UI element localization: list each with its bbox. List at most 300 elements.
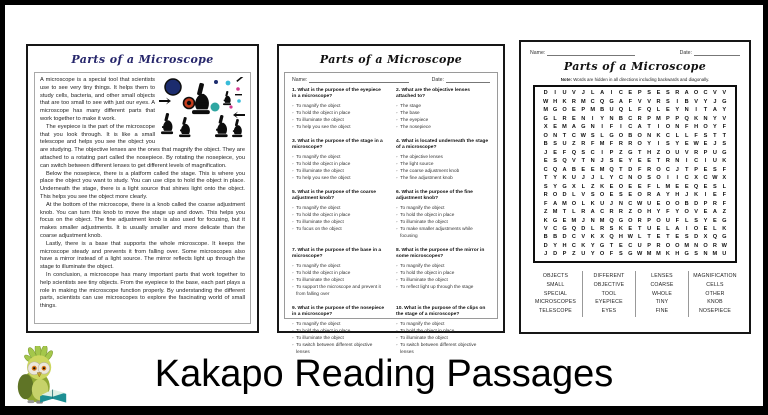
wordsearch-letter: L	[656, 183, 661, 190]
wordsearch-letter: E	[553, 124, 557, 131]
wordsearch-letter: S	[647, 175, 651, 182]
option-bullet-icon: ◦	[396, 342, 398, 348]
wordsearch-letter: X	[722, 175, 727, 182]
wordsearch-letter: Z	[572, 251, 576, 258]
wordsearch-letter: D	[562, 192, 567, 199]
option-bullet-icon: ◦	[292, 205, 294, 211]
wordsearch-letter: G	[628, 149, 633, 156]
answer-option	[396, 175, 490, 182]
answer-option	[292, 161, 386, 168]
wordsearch-letter: N	[694, 242, 699, 249]
wordsearch-row	[541, 99, 729, 105]
wordsearch-letter: Q	[609, 217, 614, 224]
wordsearch-letter: O	[637, 175, 642, 182]
wordsearch-letter: K	[665, 251, 670, 258]
wordsearch-letter: E	[619, 158, 623, 165]
wordsearch-letter: I	[601, 124, 603, 131]
wordsearch-letter: O	[684, 209, 689, 216]
option-label: The fine adjustment knob	[400, 175, 453, 181]
option-bullet-icon: ◦	[396, 277, 398, 283]
word-list-column	[582, 271, 635, 317]
wordsearch-letter: V	[713, 90, 717, 97]
wordsearch-letter: L	[675, 132, 679, 139]
option-label: To hold the object in place	[296, 110, 351, 116]
wordsearch-letter: E	[553, 149, 557, 156]
wordsearch-row	[541, 184, 729, 190]
question-item	[396, 139, 490, 182]
wordsearch-letter: E	[572, 115, 576, 122]
wordsearch-letter: N	[609, 115, 614, 122]
wordsearch-letter: C	[590, 149, 595, 156]
question-item	[396, 306, 490, 356]
wordsearch-letter: G	[562, 183, 567, 190]
answer-option	[396, 103, 490, 110]
option-bullet-icon: ◦	[292, 284, 294, 290]
wordsearch-letter: A	[571, 124, 576, 131]
word-list-item: TELESCOPE	[539, 308, 572, 315]
wordsearch-letter: M	[656, 251, 661, 258]
wordsearch-letter: Q	[571, 225, 577, 232]
word-list-item: FINE	[655, 308, 669, 315]
word-list-item: TINY	[655, 299, 669, 306]
wordsearch-letter: F	[637, 166, 642, 173]
wordsearch-letter: O	[675, 242, 680, 249]
wordsearch-row	[541, 124, 729, 130]
wordsearch-letter: V	[572, 90, 576, 97]
wordsearch-letter: A	[712, 107, 717, 114]
wordsearch-letter: U	[600, 200, 605, 207]
wordsearch-letter: Q	[552, 166, 558, 173]
wordsearch-letter: E	[656, 225, 661, 232]
word-list-item: NOSEPIECE	[698, 308, 732, 315]
wordsearch-letter: J	[581, 217, 585, 224]
wordsearch-letter: H	[675, 192, 680, 199]
wordsearch-letter: T	[543, 175, 548, 182]
question-text: 2. What are the objective lenses attached to?	[396, 88, 470, 100]
wordsearch-letter: C	[571, 242, 576, 249]
wordsearch-letter: O	[599, 251, 605, 258]
question-item	[292, 190, 386, 240]
wordsearch-letter: L	[684, 132, 689, 139]
wordsearch-letter: M	[599, 217, 605, 224]
wordsearch-letter: O	[665, 242, 671, 249]
wordsearch-letter: J	[675, 166, 679, 173]
wordsearch-row	[541, 209, 729, 215]
wordsearch-letter: S	[666, 90, 670, 97]
wordsearch-letter: Y	[675, 141, 680, 148]
option-bullet-icon: ◦	[292, 154, 294, 160]
wordsearch-letter: U	[665, 217, 670, 224]
wordsearch-letter: T	[619, 166, 623, 173]
wordsearch-letter: Z	[722, 209, 726, 216]
wordsearch-letter: N	[590, 124, 595, 131]
word-list-item: DIFFERENT	[593, 273, 625, 279]
wordsearch-letter: G	[609, 132, 614, 139]
wordsearch-letter: E	[628, 225, 633, 232]
option-label: The objective lenses	[400, 154, 443, 160]
wordsearch-row	[541, 201, 729, 207]
wordsearch-letter: A	[562, 166, 567, 173]
wordsearch-letter: G	[599, 242, 605, 249]
date-label: Date:	[431, 77, 444, 83]
option-label: The eyepiece	[400, 117, 429, 123]
name-label: Name:	[530, 50, 546, 56]
wordsearch-letter: T	[637, 225, 642, 232]
option-label: To magnify the object	[296, 103, 341, 109]
wordsearch-letter: F	[722, 166, 726, 173]
wordsearch-letter: M	[571, 217, 577, 224]
wordsearch-letter: F	[590, 141, 595, 148]
option-label: To focus on the object	[296, 226, 342, 232]
option-bullet-icon: ◦	[396, 117, 398, 123]
option-label: To magnify the object	[296, 321, 341, 327]
wordsearch-letter: G	[618, 217, 624, 224]
wordsearch-letter: M	[684, 242, 690, 249]
wordsearch-letter: K	[722, 158, 727, 165]
wordsearch-letter: K	[581, 242, 586, 249]
option-label: To magnify the object	[296, 154, 341, 160]
option-bullet-icon: ◦	[292, 175, 294, 181]
wordsearch-letter: N	[684, 107, 689, 114]
wordsearch-letter: E	[675, 234, 680, 241]
wordsearch-letter: Y	[675, 107, 680, 114]
wordsearch-letter: O	[618, 132, 624, 139]
option-label: To hold the object in place	[296, 328, 351, 334]
option-bullet-icon: ◦	[292, 342, 294, 348]
wordsearch-letter: R	[571, 98, 576, 105]
word-list-item: KNOB	[707, 299, 723, 306]
option-label: The coarse adjustment knob	[400, 168, 460, 174]
wordsearch-letter: R	[600, 225, 605, 232]
wordsearch-letter: J	[544, 251, 548, 258]
word-list-item: OTHER	[705, 290, 725, 297]
wordsearch-letter: C	[665, 166, 670, 173]
wordsearch-letter: S	[581, 149, 586, 156]
wordsearch-letter: F	[647, 183, 651, 190]
wordsearch-letter: Z	[619, 149, 623, 156]
option-bullet-icon: ◦	[292, 168, 294, 174]
wordsearch-letter: Y	[713, 115, 717, 122]
wordsearch-letter: Q	[609, 234, 614, 241]
wordsearch-letter: O	[637, 141, 642, 148]
wordsearch-row	[541, 175, 729, 181]
option-bullet-icon: ◦	[292, 270, 294, 276]
answer-option	[396, 161, 490, 168]
wordsearch-letter: U	[637, 242, 642, 249]
option-label: To magnify the object	[296, 263, 341, 269]
wordsearch-letter: M	[562, 124, 567, 131]
option-label: To illuminate the object	[400, 277, 448, 283]
wordsearch-letter: I	[704, 158, 707, 165]
wordsearch-letter: W	[627, 234, 633, 241]
wordsearch-letter: U	[712, 149, 717, 156]
wordsearch-letter: S	[703, 132, 708, 139]
answer-option	[292, 263, 386, 270]
option-bullet-icon: ◦	[292, 124, 294, 130]
option-label: To help you see the object	[296, 124, 351, 130]
wordsearch-letter: O	[656, 166, 661, 173]
option-bullet-icon: ◦	[292, 117, 294, 123]
option-label: To hold the object in place	[296, 161, 351, 167]
wordsearch-letter: P	[703, 200, 708, 207]
answer-option	[396, 270, 490, 277]
answer-option	[396, 124, 490, 131]
wordsearch-letter: E	[628, 192, 633, 199]
wordsearch-letter: F	[694, 132, 698, 139]
option-label: To reflect light up through the stage	[400, 284, 474, 290]
option-bullet-icon: ◦	[292, 277, 294, 283]
wordsearch-letter: H	[618, 234, 623, 241]
wordsearch-letter: O	[637, 209, 642, 216]
wordsearch-letter: R	[562, 115, 567, 122]
answer-option	[292, 277, 386, 284]
wordsearch-letter: N	[675, 158, 680, 165]
wordsearch-letter: G	[722, 98, 727, 105]
option-bullet-icon: ◦	[396, 226, 398, 232]
wordsearch-letter: E	[609, 192, 614, 199]
option-bullet-icon: ◦	[292, 335, 294, 341]
wordsearch-letter: E	[703, 225, 708, 232]
wordsearch-letter: W	[712, 175, 718, 182]
passage-paragraph: In conclusion, a microscope has many important parts that work together to help scientists see tiny objects. From the eyepiece to the base, each part plays a role in making the microscope function properly. By understanding the different parts, scientists can use microscopes to explore the fascinating world of small things.	[40, 271, 245, 310]
wordsearch-letter: K	[694, 192, 699, 199]
wordsearch-letter: N	[590, 158, 595, 165]
wordsearch-letter: I	[685, 158, 688, 165]
wordsearch-letter: Q	[562, 158, 567, 165]
wordsearch-letter: C	[553, 225, 558, 232]
wordsearch-letter: V	[722, 115, 727, 122]
option-label: The nosepiece	[400, 124, 431, 130]
wordsearch-letter: D	[543, 242, 548, 249]
answer-option	[292, 103, 386, 110]
passage-title: Parts of a Microscope	[71, 53, 214, 66]
wordsearch-letter: L	[656, 107, 661, 114]
wordsearch-letter: Y	[600, 115, 604, 122]
wordsearch-letter: F	[543, 200, 548, 207]
wordsearch-letter: Y	[666, 192, 670, 199]
word-list-item: TOOL	[601, 290, 617, 297]
question-text: 5. What is the purpose of the coarse adjustment knob?	[292, 190, 376, 202]
wordsearch-letter: Y	[703, 98, 708, 105]
note-text: Words are hidden in all directions including backwards and diagonally.	[571, 77, 710, 82]
option-label: The base	[400, 110, 420, 116]
wordsearch-letter: G	[722, 217, 727, 224]
wordsearch-letter: M	[590, 107, 596, 114]
wordsearch-letter: P	[666, 115, 670, 122]
wordsearch-letter: C	[628, 200, 633, 207]
wordsearch-letter: T	[684, 166, 689, 173]
answer-option	[292, 154, 386, 161]
passage-paragraph: Below the nosepiece, there is a platform called the stage. This is where you place the object you want to study. You can use clips to hold the object in place. Underneath the stage, there is a light source that shines light onto the object. This helps you see the object more clearly.	[40, 170, 245, 200]
option-label: To make smaller adjustments while focusing	[400, 226, 473, 239]
wordsearch-row	[541, 150, 729, 156]
wordsearch-letter: X	[703, 234, 708, 241]
wordsearch-letter: T	[581, 158, 585, 165]
wordsearch-letter: I	[676, 98, 679, 105]
wordsearch-letter: L	[590, 90, 595, 97]
wordsearch-letter: M	[599, 166, 605, 173]
wordsearch-letter: S	[713, 166, 717, 173]
wordsearch-letter: R	[647, 166, 652, 173]
wordsearch-letter: O	[703, 124, 708, 131]
wordsearch-letter: Z	[628, 209, 632, 216]
option-label: To illuminate the object	[296, 277, 344, 283]
option-bullet-icon: ◦	[396, 328, 398, 334]
wordsearch-letter: Q	[646, 107, 652, 114]
answer-option	[292, 212, 386, 219]
wordsearch-letter: P	[647, 115, 651, 122]
wordsearch-letter: N	[703, 115, 708, 122]
wordsearch-letter: Y	[656, 209, 661, 216]
wordsearch-letter: U	[609, 107, 614, 114]
wordsearch-letter: S	[666, 98, 670, 105]
wordsearch-letter: I	[685, 225, 688, 232]
questions-page	[277, 44, 505, 354]
wordsearch-letter: S	[666, 141, 670, 148]
wordsearch-letter: E	[703, 183, 708, 190]
wordsearch-letter: E	[675, 183, 680, 190]
option-label: To hold the object in place	[400, 212, 455, 218]
wordsearch-letter: S	[647, 90, 651, 97]
wordsearch-letter: H	[694, 124, 699, 131]
wordsearch-letter: T	[666, 234, 670, 241]
option-bullet-icon: ◦	[396, 270, 398, 276]
wordsearch-letter: X	[694, 175, 698, 182]
wordsearch-letter: Y	[553, 183, 557, 190]
question-item	[292, 248, 386, 298]
answer-option	[396, 321, 490, 328]
wordsearch-row	[541, 251, 729, 257]
wordsearch-letter: A	[600, 90, 605, 97]
answer-option	[396, 226, 490, 240]
answer-option	[396, 284, 490, 291]
word-list-item: CELLS	[706, 281, 724, 288]
wordsearch-row	[541, 90, 729, 96]
wordsearch-note	[521, 77, 749, 82]
answer-option	[396, 117, 490, 124]
wordsearch-letter: T	[722, 132, 726, 139]
wordsearch-row	[541, 226, 729, 232]
wordsearch-letter: F	[609, 124, 614, 131]
answer-option	[396, 154, 490, 161]
answer-option	[292, 124, 386, 131]
option-label: To hold the object in place	[400, 270, 455, 276]
wordsearch-letter: S	[553, 158, 557, 165]
passage-paragraph: At the bottom of the microscope, there is a knob called the coarse adjustment knob. You can turn this knob to move the stage up and down. This helps you focus on the object. The fine adjustment knob is also used for focusing, but it makes smaller adjustments. It is usually smaller and more delicate than the coarse adjustment knob.	[40, 201, 245, 239]
wordsearch-letter: I	[591, 115, 594, 122]
wordsearch-letter: I	[695, 107, 697, 114]
wordsearch-letter: B	[684, 200, 689, 207]
wordsearch-letter: S	[590, 192, 595, 199]
wordsearch-letter: U	[675, 149, 680, 156]
option-label: To magnify the object	[400, 321, 445, 327]
wordsearch-letter: B	[571, 166, 576, 173]
word-list-column	[529, 271, 582, 317]
wordsearch-letter: A	[618, 98, 623, 105]
wordsearch-letter: M	[543, 107, 549, 114]
wordsearch-letter: O	[675, 200, 680, 207]
wordsearch-letter: X	[543, 124, 548, 131]
wordsearch-letter: F	[562, 149, 567, 156]
word-list-item: COARSE	[650, 281, 674, 288]
option-label: To hold the object in place	[296, 212, 351, 218]
wordsearch-letter: S	[609, 158, 614, 165]
wordsearch-letter: I	[554, 90, 556, 97]
wordsearch-letter: F	[609, 251, 614, 258]
wordsearch-letter: D	[628, 166, 633, 173]
option-label: To switch between different objective lenses	[296, 342, 373, 354]
wordsearch-letter: S	[694, 251, 698, 258]
wordsearch-letter: B	[553, 234, 558, 241]
wordsearch-title: Parts of a Microscope	[563, 60, 707, 73]
word-list-item: MICROSCOPES	[534, 299, 577, 306]
wordsearch-letter: N	[618, 200, 623, 207]
wordsearch-letter: T	[609, 242, 614, 249]
option-label: To hold the object in place	[400, 328, 455, 334]
wordsearch-letter: D	[553, 251, 558, 258]
word-list-item: EYES	[601, 308, 617, 315]
wordsearch-letter: P	[581, 107, 586, 114]
wordsearch-letter: E	[609, 183, 614, 190]
wordsearch-letter: N	[581, 115, 586, 122]
wordsearch-letter: V	[581, 234, 586, 241]
wordsearch-row	[541, 133, 729, 139]
wordsearch-letter: Z	[572, 141, 576, 148]
wordsearch-letter: E	[637, 158, 642, 165]
wordsearch-letter: K	[656, 132, 661, 139]
wordsearch-letter: R	[618, 209, 623, 216]
wordsearch-letter: V	[647, 98, 651, 105]
answer-option	[292, 335, 386, 342]
option-label: To magnify the object	[296, 205, 341, 211]
wordsearch-row	[541, 243, 729, 249]
wordsearch-letter: H	[675, 251, 680, 258]
wordsearch-letter: J	[581, 90, 585, 97]
wordsearch-letter: K	[562, 98, 567, 105]
answer-option	[292, 270, 386, 277]
wordsearch-letter: C	[600, 209, 605, 216]
wordsearch-letter: G	[552, 107, 558, 114]
wordsearch-letter: D	[543, 90, 548, 97]
wordsearch-letter: Y	[590, 242, 595, 249]
wordsearch-letter: H	[562, 242, 567, 249]
wordsearch-letter: B	[600, 107, 605, 114]
wordsearch-letter: J	[600, 158, 604, 165]
answer-option	[292, 175, 386, 182]
wordsearch-letter: O	[656, 217, 661, 224]
wordsearch-letter: K	[562, 175, 567, 182]
wordsearch-letter: Y	[609, 175, 614, 182]
option-label: The stage	[400, 103, 421, 109]
wordsearch-letter: C	[665, 132, 670, 139]
option-bullet-icon: ◦	[292, 328, 294, 334]
wordsearch-letter: F	[722, 192, 726, 199]
wordsearch-letter: S	[619, 251, 623, 258]
wordsearch-letter: E	[572, 107, 576, 114]
answer-option	[396, 205, 490, 212]
wordsearch-letter: Q	[599, 98, 605, 105]
wordsearch-letter: R	[637, 115, 642, 122]
wordsearch-row	[541, 141, 729, 147]
wordsearch-letter: N	[590, 217, 595, 224]
wordsearch-letter: E	[590, 166, 595, 173]
wordsearch-letter: V	[572, 158, 576, 165]
brand-title: Kakapo Reading Passages	[154, 353, 614, 395]
wordsearch-letter: R	[694, 149, 699, 156]
wordsearch-letter: N	[675, 124, 680, 131]
wordsearch-letter: U	[647, 225, 652, 232]
answer-option	[292, 205, 386, 212]
